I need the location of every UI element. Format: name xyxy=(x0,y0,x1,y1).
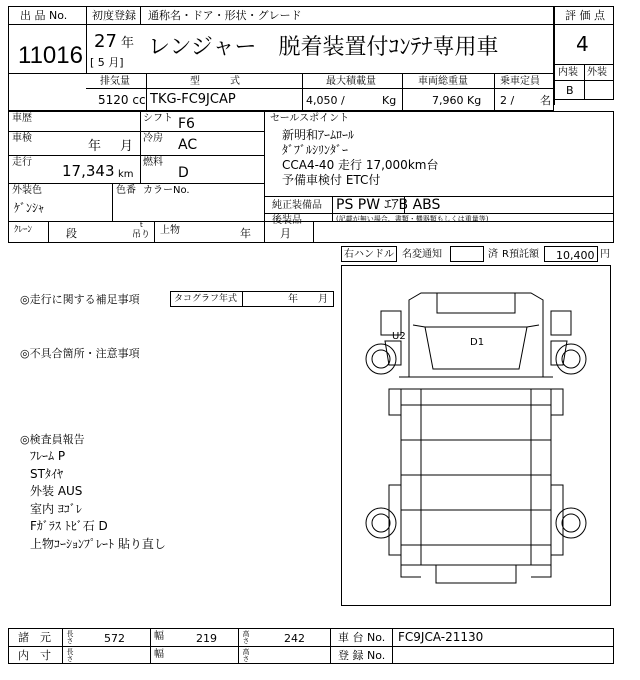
max-load: 4,050 / xyxy=(306,94,345,107)
color-no-label: 色番 xyxy=(116,185,136,196)
length-label: 長さ xyxy=(66,630,74,644)
sales-point-item: 予備車検付 ETC付 xyxy=(282,173,381,187)
aftermarket-note: (記載が無い場合、書類・機器類もしくは重量等) xyxy=(336,215,489,223)
height-value: 242 xyxy=(284,632,305,645)
inspector-report-line: STﾀｲﾔ xyxy=(30,466,63,481)
exterior-score-label: 外装 xyxy=(587,67,607,78)
interior-length-label: 長さ xyxy=(66,648,74,662)
inspection-year-unit: 年 xyxy=(88,139,102,154)
tacho-month-unit: 月 xyxy=(318,294,328,305)
interior-score: B xyxy=(566,84,574,97)
genuine-equipment: PS PW ｴｱB ABS xyxy=(336,197,441,213)
deposit-label: 済 xyxy=(488,249,498,260)
sales-point-label: セールスポイント xyxy=(270,113,350,124)
inspector-report xyxy=(30,448,166,553)
recycle-label: R預託額 xyxy=(502,249,539,260)
damage-mark-d1: D1 xyxy=(470,337,485,348)
score-value: 4 xyxy=(576,32,589,56)
car-name: レンジャー 脱着装置付ｺﾝﾃﾅ専用車 xyxy=(148,35,499,60)
tacho-label: タコグラフ年式 xyxy=(174,294,238,304)
gross-weight-label: 車両総重量 xyxy=(418,76,468,87)
crane-stage-unit: 段 xyxy=(66,227,77,240)
truck-outline xyxy=(341,265,611,606)
capacity: 2 / xyxy=(500,94,515,107)
interior-height-label: 高さ xyxy=(242,648,250,662)
body-year-unit: 年 xyxy=(240,227,251,240)
sales-point-item: ﾀﾞﾌﾞﾙｼﾘﾝﾀﾞｰ xyxy=(282,143,349,157)
defect-label: ◎不具合箇所・注意事項 xyxy=(20,347,140,360)
model-label: 型 式 xyxy=(190,76,240,87)
mileage-unit: km xyxy=(118,169,134,180)
score-label: 評 価 点 xyxy=(565,9,605,22)
model-code: TKG-FC9JCAP xyxy=(150,92,236,107)
mileage-label: 走行 xyxy=(12,157,32,168)
registration-label: 登 録 No. xyxy=(338,649,386,662)
max-load-unit: Kg xyxy=(382,94,397,107)
color-value: ｹﾞﾝｼｬ xyxy=(14,201,45,215)
first-reg-label: 初度登録 xyxy=(92,9,136,22)
inspector-report-line: 外装 AUS xyxy=(30,484,83,498)
max-load-label: 最大積載量 xyxy=(326,76,376,87)
tacho-year-unit: 年 xyxy=(288,294,298,305)
shift-value: F6 xyxy=(178,116,195,132)
capacity-unit: 名 xyxy=(540,94,551,107)
dims-label: 諸 元 xyxy=(18,631,51,644)
interior-width-label: 幅 xyxy=(154,649,164,660)
mileage-value: 17,343 xyxy=(62,162,115,180)
aftermarket-label: 後装品 xyxy=(272,215,302,226)
recycle-amount: 10,400 xyxy=(556,249,595,262)
color-no-label-2: カラーNo. xyxy=(143,185,190,196)
gross-weight: 7,960 Kg xyxy=(432,94,482,107)
yen-label: 円 xyxy=(600,249,610,260)
name-change-box xyxy=(450,246,484,262)
shift-label: シフト xyxy=(143,113,173,124)
displacement: 5120 cc xyxy=(98,93,146,107)
interior-dims-label: 内 寸 xyxy=(18,649,51,662)
car-name-label: 通称名・ドア・形状・グレード xyxy=(148,9,302,22)
fuel-value: D xyxy=(178,165,189,181)
year-unit: 年 xyxy=(121,36,135,51)
name-change-label: 名変通知 xyxy=(402,249,442,260)
first-reg-year: 27 xyxy=(94,31,117,52)
crane-hang-unit: 吊り xyxy=(132,230,151,240)
capacity-label: 乗車定員 xyxy=(500,76,540,87)
sales-point-item: 新明和ｱｰﾑﾛｰﾙ xyxy=(282,128,355,142)
inspector-report-line: ﾌﾚｰﾑ P xyxy=(30,449,66,463)
inspector-report-line: 上物ｺｰｼｮﾝﾌﾟﾚｰﾄ 貼り直し xyxy=(30,536,166,551)
genuine-label: 純正装備品 xyxy=(272,200,322,211)
lot-no-label: 出 品 No. xyxy=(20,9,68,22)
color-label: 外装色 xyxy=(12,185,42,196)
body-label: 上物 xyxy=(160,225,180,236)
interior-score-label: 内装 xyxy=(558,67,578,78)
inspector-report-line: Fｶﾞﾗｽ ﾄﾋﾞ石 D xyxy=(30,519,108,533)
crane-label: ｸﾚｰﾝ xyxy=(14,225,33,235)
height-label: 高さ xyxy=(242,630,250,644)
fuel-label: 燃料 xyxy=(143,157,163,168)
damage-mark-u2: U2 xyxy=(392,331,406,342)
inspector-label: ◎検査員報告 xyxy=(20,433,85,446)
ac-value: AC xyxy=(178,137,198,153)
displacement-label: 排気量 xyxy=(100,76,130,87)
crane-ton-unit: t xyxy=(140,221,143,229)
chassis-number: FC9JCA-21130 xyxy=(398,630,484,644)
sales-points xyxy=(282,128,438,188)
body-month-unit: 月 xyxy=(280,227,291,240)
ac-label: 冷房 xyxy=(143,133,163,144)
rhd-label: 右ハンドル xyxy=(344,249,394,260)
inspector-report-line: 室内 ﾖｺﾞﾚ xyxy=(30,501,82,516)
history-label: 車歴 xyxy=(12,113,32,124)
driving-note-label: ◎走行に関する補足事項 xyxy=(20,293,140,306)
width-label: 幅 xyxy=(154,631,164,642)
chassis-label: 車 台 No. xyxy=(338,631,386,644)
length-value: 572 xyxy=(104,632,125,645)
inspection-month-unit: 月 xyxy=(120,139,134,154)
lot-number: 11016 xyxy=(18,42,83,69)
width-value: 219 xyxy=(196,632,217,645)
sales-point-item: CCA4-40 走行 17,000km台 xyxy=(282,158,439,172)
inspection-label: 車検 xyxy=(12,133,32,144)
first-reg-month: [ 5 月] xyxy=(90,56,124,69)
